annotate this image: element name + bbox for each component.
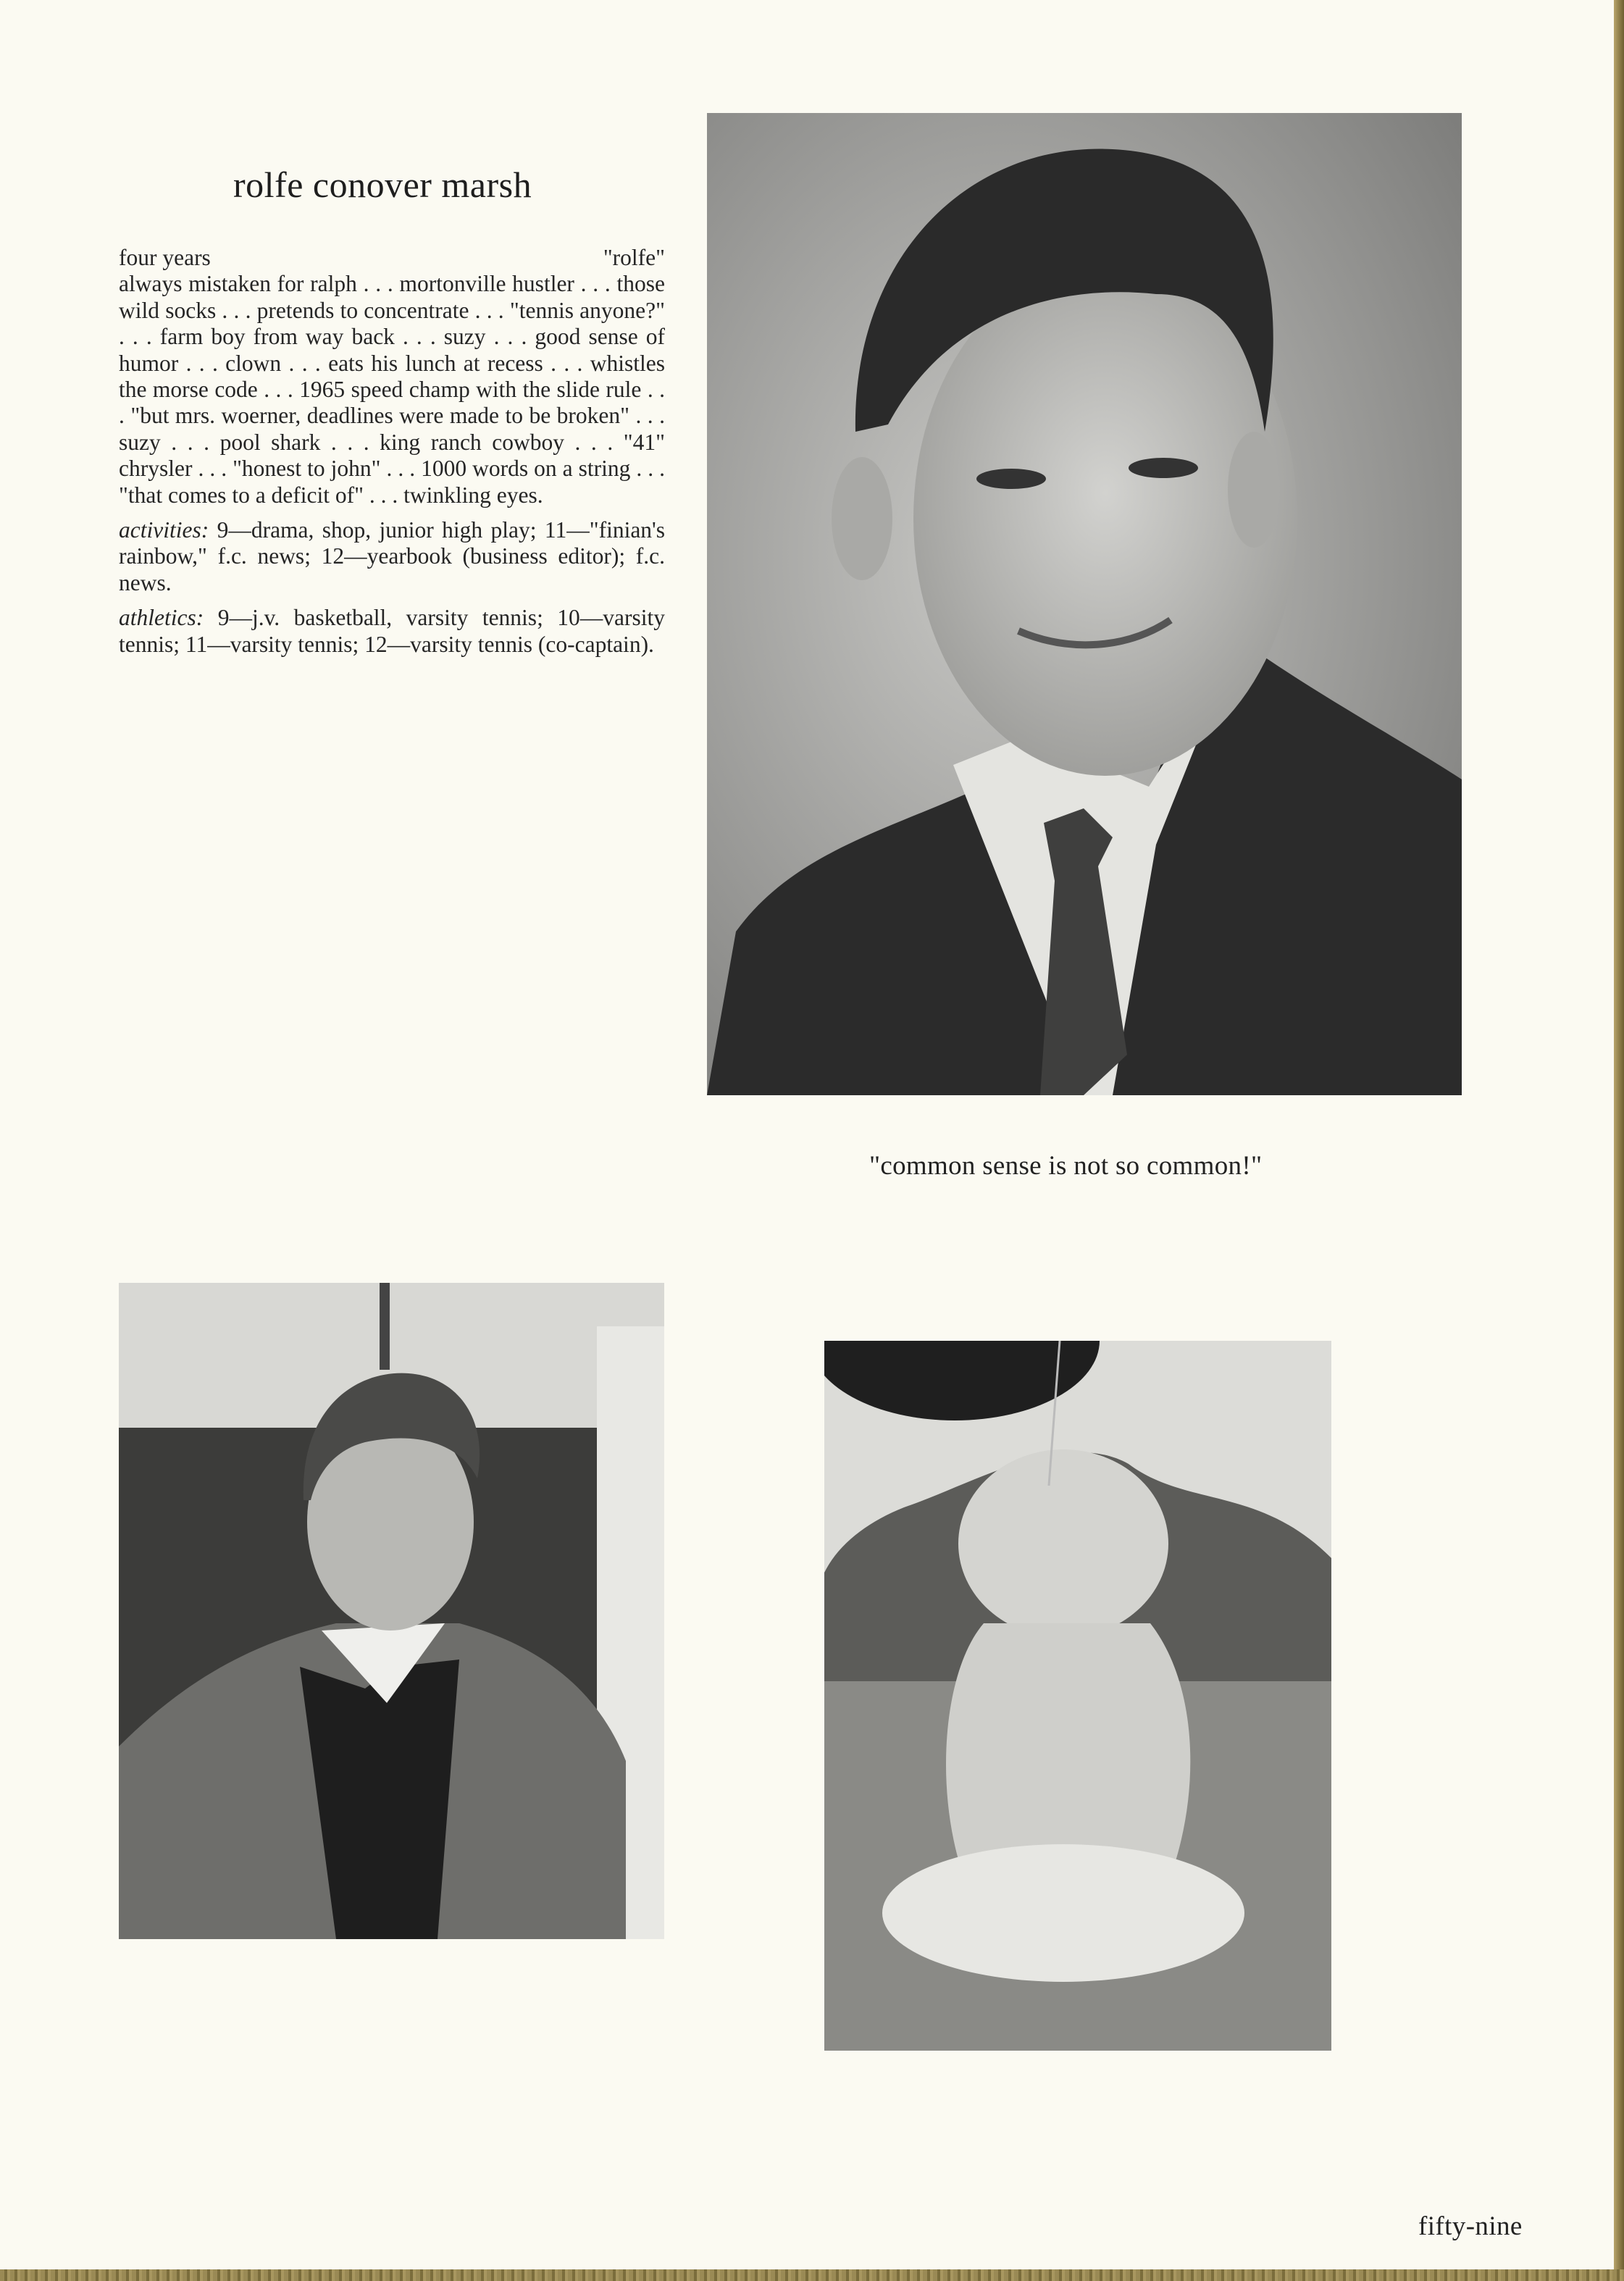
senior-quote: "common sense is not so common!" [869,1151,1263,1181]
baby-photo [824,1341,1331,2051]
student-name: rolfe conover marsh [233,164,532,205]
bio-header-row [119,245,665,271]
athletics-text: 9—j.v. basketball, varsity tennis; 10—varsity tennis; 11—varsity tennis; 12—varsity tennis (co-captain). [119,605,666,657]
candid-photo [119,1283,664,1939]
student-nickname: "rolfe" [603,245,665,270]
activities-paragraph [119,517,665,596]
activities-label: activities: [119,517,209,543]
bio-text: always mistaken for ralph . . . mortonville hustler . . . those wild socks . . . pretends to concentrate . . . "tennis anyone?" . . . farm boy from way back . . . suzy . . . good sense of humor . . . clown . . . eats his lunch at recess . . . whistles the morse code . . . 1965 speed champ with the slide rule . . . "but mrs. woerner, deadlines were made to be broken" . . . suzy . . . pool shark . . . king ranch cowboy . . . "41" chrysler . . . "honest to john" . . . 1000 words on a string . . . "that comes to a deficit of" . . . twinkling eyes. [119,271,665,508]
athletics-paragraph [119,605,665,658]
page-edge-bottom [0,2269,1624,2281]
page-number: fifty-nine [1418,2211,1523,2241]
years-at-school: four years [119,245,211,270]
activities-text: 9—drama, shop, junior high play; 11—"finian's rainbow," f.c. news; 12—yearbook (business editor); f.c. news. [119,517,665,595]
student-bio-block [119,245,665,666]
athletics-label: athletics: [119,605,204,631]
page-edge-right [1614,0,1624,2281]
senior-portrait-photo [707,113,1462,1095]
